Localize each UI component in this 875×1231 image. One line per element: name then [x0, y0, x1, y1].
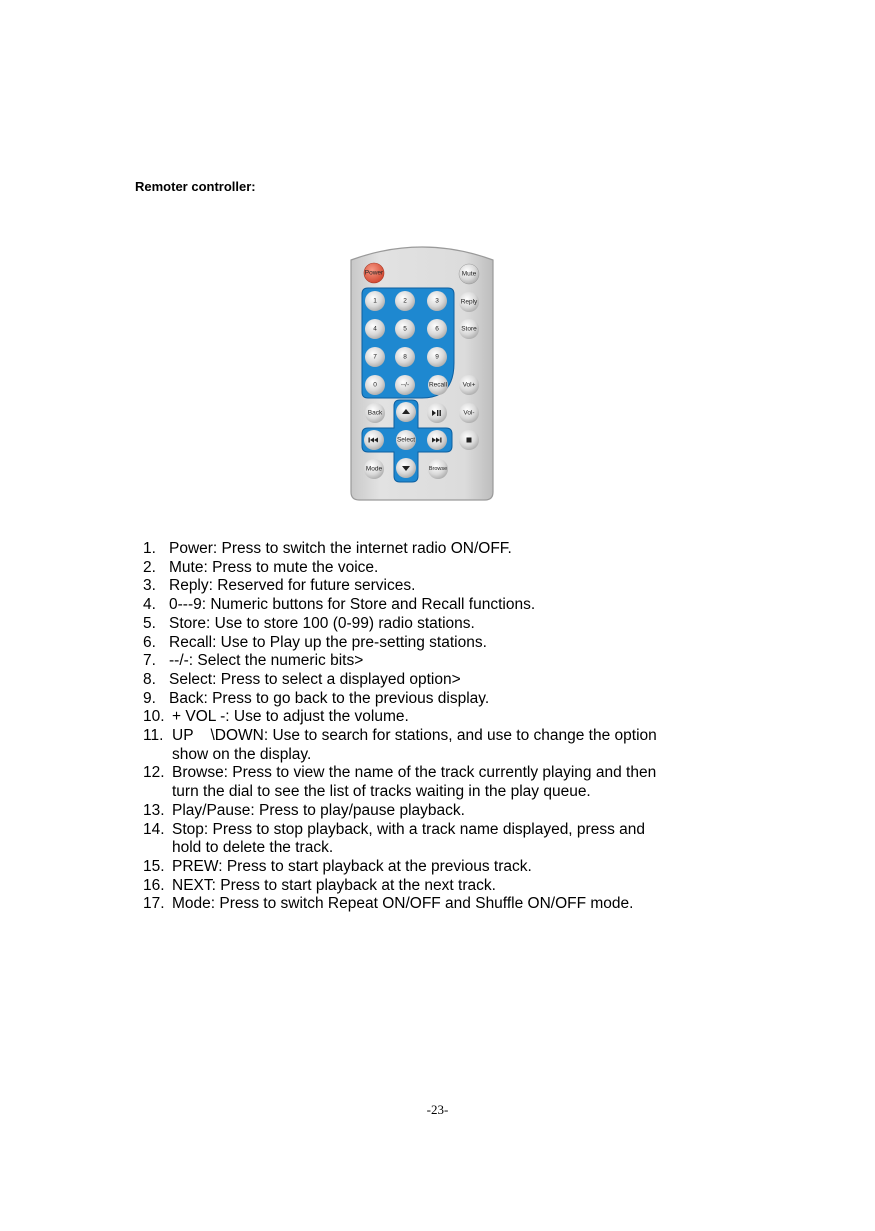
- list-item: 14. Stop: Press to stop playback, with a track name displayed, press and: [143, 820, 645, 838]
- list-item: 3. Reply: Reserved for future services.: [143, 577, 416, 595]
- list-item: 10. + VOL -: Use to adjust the volume.: [143, 708, 409, 726]
- digit-6-button[interactable]: [427, 319, 447, 339]
- svg-text:Browse: Browse: [428, 466, 448, 472]
- svg-text:3: 3: [435, 297, 439, 305]
- list-item: 1. Power: Press to switch the internet radio ON/OFF.: [143, 540, 512, 557]
- svg-text:Select: Select: [396, 436, 416, 444]
- back-button[interactable]: [365, 403, 385, 423]
- mute-button-label: Mute: [461, 270, 477, 278]
- svg-text:Vol+: Vol+: [462, 381, 476, 389]
- vol-up-button[interactable]: [459, 375, 479, 395]
- digit-7-button[interactable]: [365, 347, 385, 367]
- svg-text:5: 5: [403, 325, 407, 333]
- svg-text:7: 7: [373, 353, 377, 361]
- list-item: 13. Play/Pause: Press to play/pause playback.: [143, 801, 465, 819]
- svg-text:8: 8: [403, 353, 407, 361]
- vol-down-button[interactable]: [459, 403, 479, 423]
- list-item: 9. Back: Press to go back to the previous display.: [143, 689, 490, 707]
- list-item: 4. 0---9: Numeric buttons for Store and Recall functions.: [143, 596, 536, 614]
- digit-0-button[interactable]: [365, 375, 385, 395]
- list-item: 5. Store: Use to store 100 (0-99) radio stations.: [143, 614, 475, 632]
- numeric-bits-button[interactable]: [395, 375, 415, 395]
- svg-text:Store: Store: [461, 325, 477, 333]
- list-item: 8. Select: Press to select a displayed option>: [143, 670, 461, 688]
- svg-text:Back: Back: [367, 409, 383, 417]
- list-item: 7. --/-: Select the numeric bits>: [143, 652, 364, 670]
- power-button-label: Power: [364, 269, 384, 277]
- digit-2-button[interactable]: [395, 291, 415, 311]
- list-item-continuation: show on the display.: [172, 745, 312, 763]
- digit-3-button[interactable]: [427, 291, 447, 311]
- list-item: 2. Mute: Press to mute the voice.: [143, 558, 379, 576]
- svg-text:1: 1: [373, 297, 377, 305]
- browse-button[interactable]: [428, 459, 448, 479]
- remote-controller-image: [348, 240, 496, 502]
- svg-text:4: 4: [373, 325, 377, 333]
- list-item: 16. NEXT: Press to start playback at the next track.: [143, 876, 496, 894]
- list-item-continuation: turn the dial to see the list of tracks waiting in the play queue.: [172, 783, 591, 801]
- reply-button[interactable]: [459, 292, 479, 312]
- prev-button[interactable]: [364, 430, 384, 450]
- down-button[interactable]: [396, 458, 416, 478]
- svg-text:9: 9: [435, 353, 439, 361]
- svg-text:Vol-: Vol-: [463, 409, 475, 417]
- page-number: -23-: [426, 1102, 449, 1117]
- list-item: 11. UP \DOWN: Use to search for stations, and use to change the option: [143, 727, 657, 745]
- list-item: 17. Mode: Press to switch Repeat ON/OFF and Shuffle ON/OFF mode.: [143, 895, 634, 913]
- list-item: 6. Recall: Use to Play up the pre-setting stations.: [143, 633, 487, 651]
- stop-icon: [467, 438, 472, 443]
- svg-text:Mode: Mode: [365, 465, 383, 473]
- svg-text:6: 6: [435, 325, 439, 333]
- svg-text:0: 0: [373, 381, 377, 389]
- digit-1-button[interactable]: [365, 291, 385, 311]
- list-item: 15. PREW: Press to start playback at the previous track.: [143, 857, 532, 875]
- digit-9-button[interactable]: [427, 347, 447, 367]
- list-item-continuation: hold to delete the track.: [172, 839, 334, 857]
- store-button[interactable]: [459, 319, 479, 339]
- svg-text:2: 2: [403, 297, 407, 305]
- svg-text:--/-: --/-: [400, 381, 410, 389]
- section-heading: Remoter controller:: [135, 179, 256, 194]
- up-button[interactable]: [396, 402, 416, 422]
- instruction-list: [143, 540, 743, 914]
- stop-button[interactable]: [459, 430, 479, 450]
- digit-8-button[interactable]: [395, 347, 415, 367]
- play-pause-button[interactable]: [427, 403, 447, 423]
- svg-text:Recall: Recall: [428, 381, 448, 389]
- list-item: 12. Browse: Press to view the name of the track currently playing and then: [143, 764, 657, 782]
- recall-button[interactable]: [428, 375, 448, 395]
- digit-4-button[interactable]: [365, 319, 385, 339]
- digit-5-button[interactable]: [395, 319, 415, 339]
- mute-button[interactable]: [459, 264, 479, 284]
- power-button[interactable]: [364, 263, 384, 283]
- svg-text:Reply: Reply: [460, 298, 478, 306]
- mode-button[interactable]: [364, 459, 384, 479]
- next-button[interactable]: [427, 430, 447, 450]
- select-button[interactable]: [396, 430, 416, 450]
